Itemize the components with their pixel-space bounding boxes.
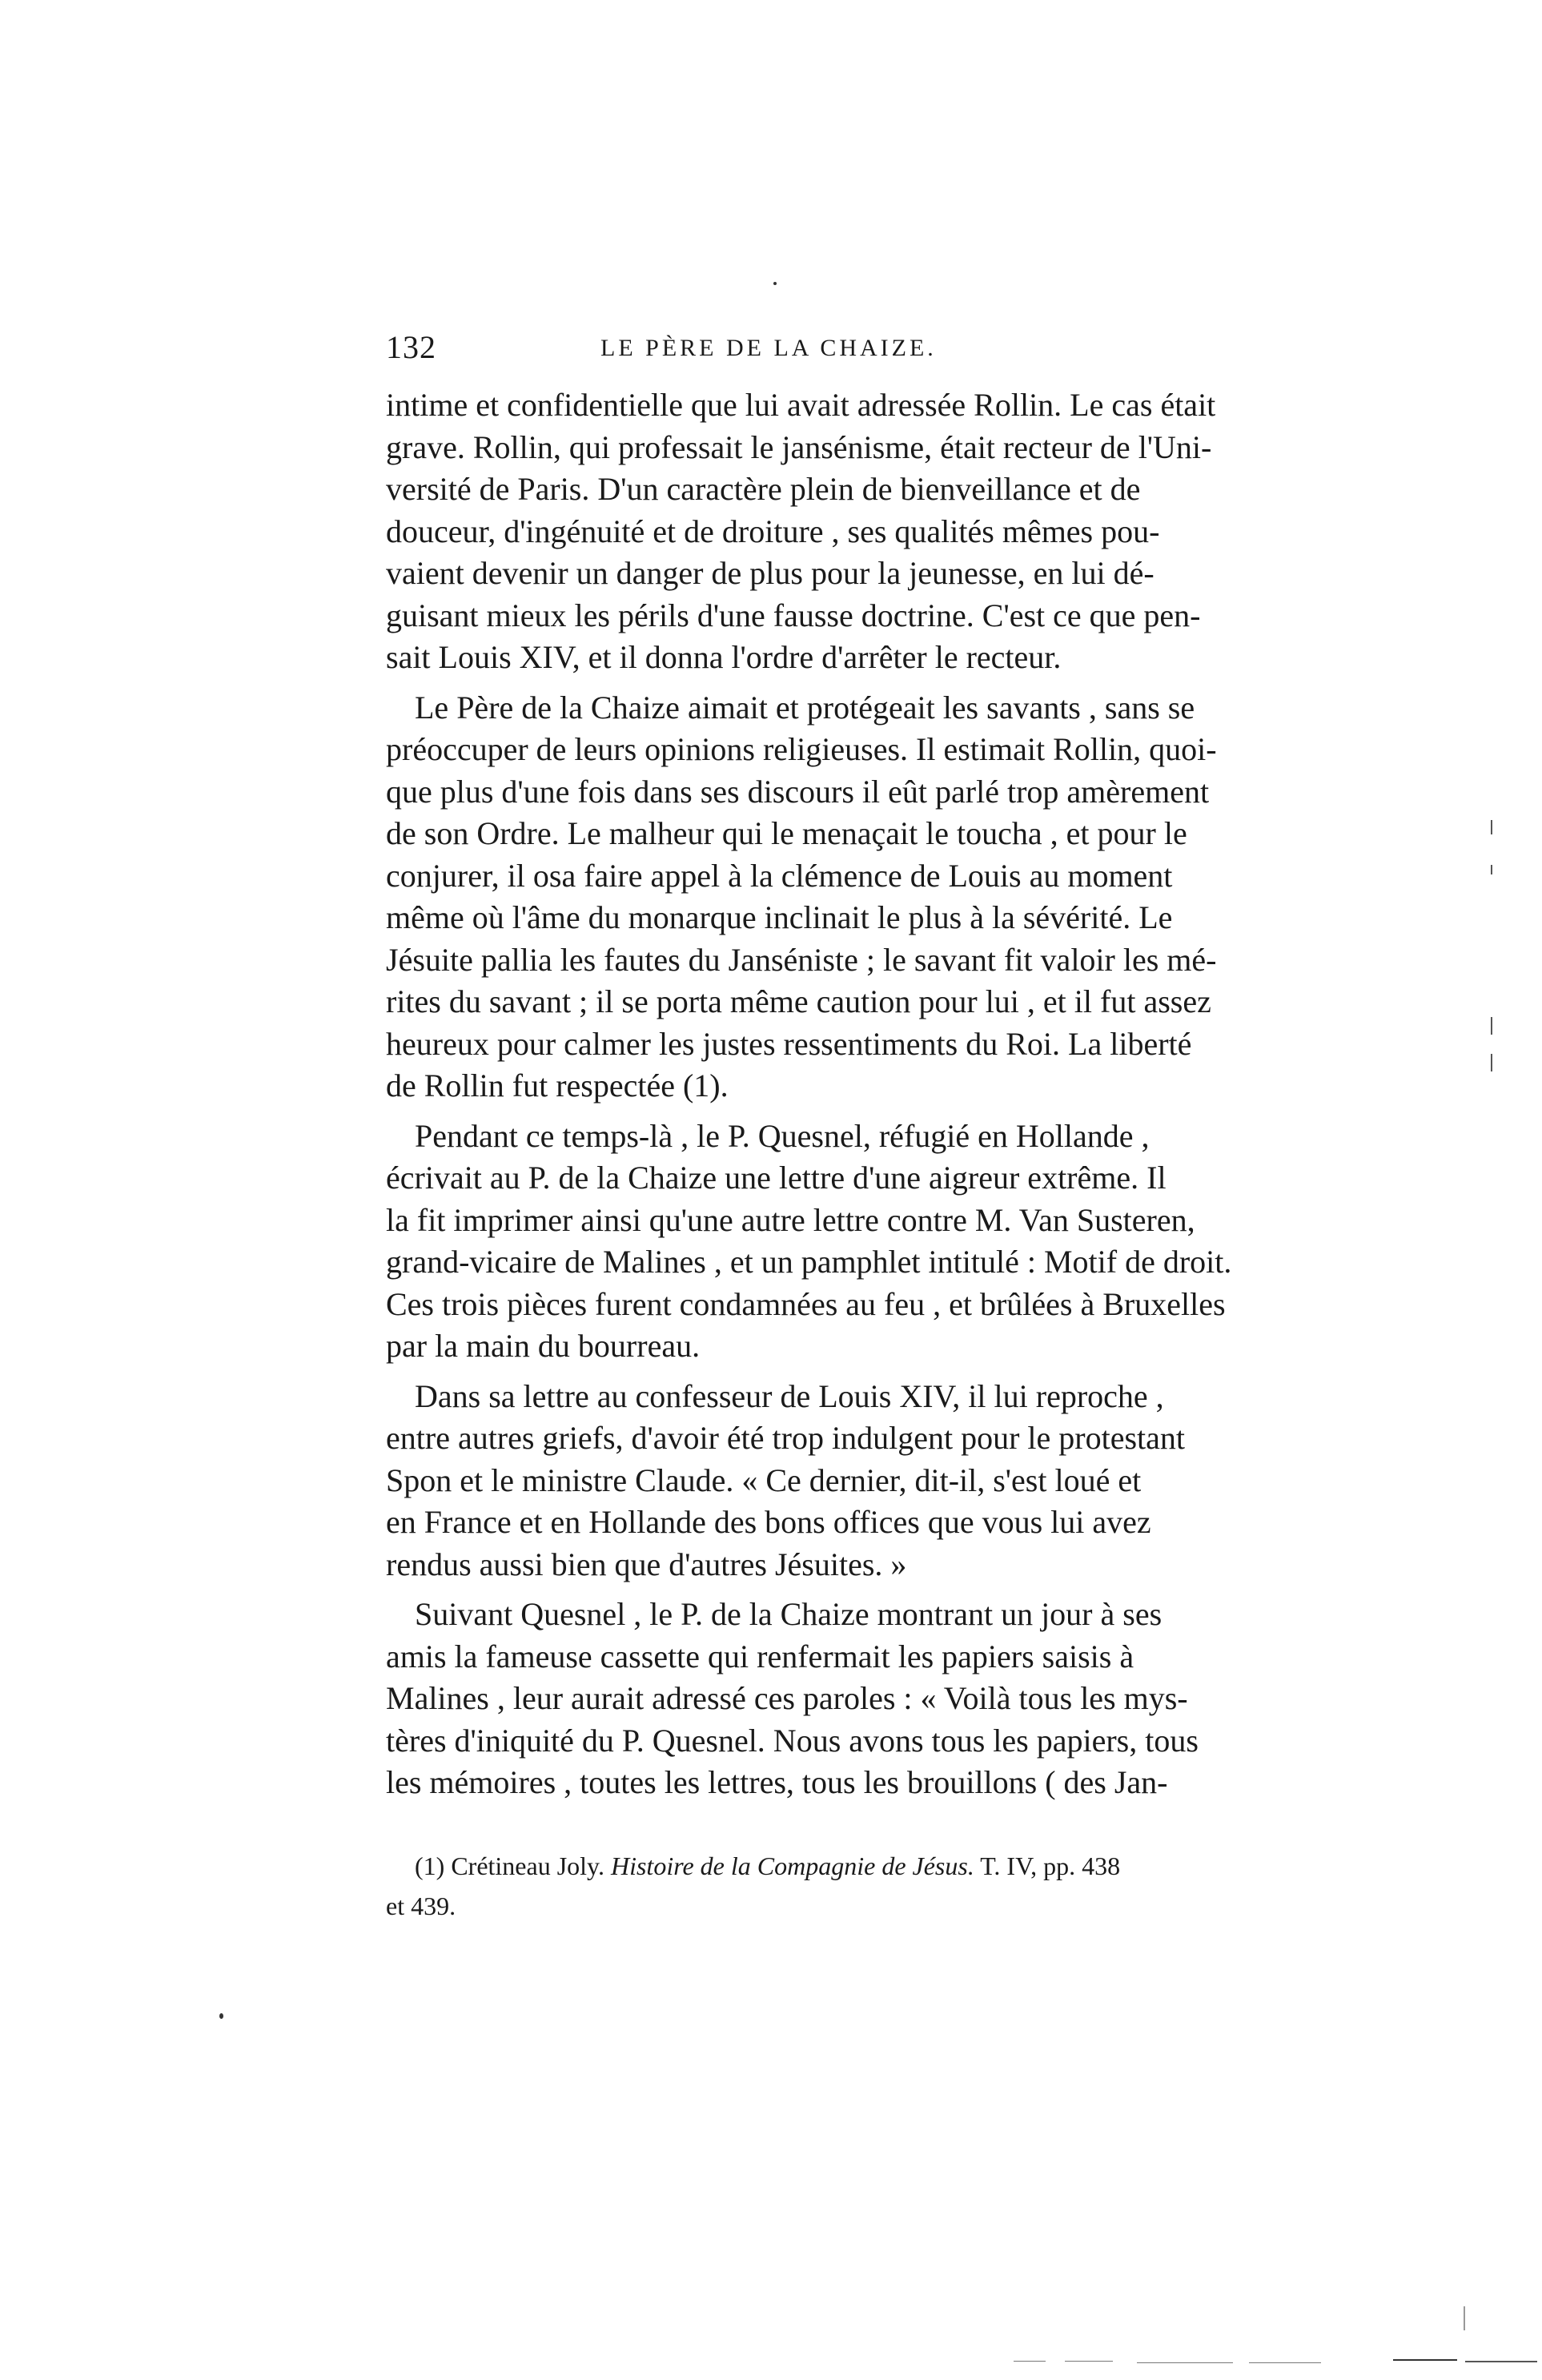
text-line: Malines , leur aurait adressé ces paroles : « Voilà tous les mys-: [386, 1680, 1188, 1716]
footnote: [386, 1846, 1238, 1926]
text-line: Ces trois pièces furent condamnées au feu , et brûlées à Bruxelles: [386, 1285, 1226, 1322]
body-text: [386, 384, 1238, 1804]
margin-mark: [1491, 820, 1492, 834]
text-line: versité de Paris. D'un caractère plein de bienveillance et de: [386, 471, 1141, 507]
paragraph-3: [386, 1116, 1238, 1368]
margin-mark: [1491, 1017, 1492, 1035]
text-line: les mémoires , toutes les lettres, tous les brouillons ( des Jan-: [386, 1764, 1168, 1800]
text-line: Le Père de la Chaize aimait et protégeait les savants , sans se: [415, 689, 1195, 726]
text-line: tères d'iniquité du P. Quesnel. Nous avons tous les papiers, tous: [386, 1722, 1199, 1759]
footnote-suffix: T. IV, pp. 438: [974, 1851, 1121, 1880]
text-line: guisant mieux les périls d'une fausse doctrine. C'est ce que pen-: [386, 597, 1201, 633]
text-line: douceur, d'ingénuité et de droiture , ses qualités mêmes pou-: [386, 513, 1160, 549]
margin-mark: [1491, 865, 1492, 874]
text-line: même où l'âme du monarque inclinait le plus à la sévérité. Le: [386, 899, 1173, 935]
paragraph-5: [386, 1594, 1238, 1804]
text-line: conjurer, il osa faire appel à la clémence de Louis au moment: [386, 857, 1173, 894]
paragraph-2: [386, 687, 1238, 1108]
margin-mark: [1464, 2306, 1465, 2330]
text-line: rites du savant ; il se porta même caution pour lui , et il fut assez: [386, 983, 1211, 1019]
running-title: LE PÈRE DE LA CHAIZE.: [600, 335, 937, 361]
scan-edge-line: [1065, 2361, 1113, 2362]
text-line: heureux pour calmer les justes ressentiments du Roi. La liberté: [386, 1025, 1192, 1062]
text-line: amis la fameuse cassette qui renfermait les papiers saisis à: [386, 1638, 1134, 1674]
scan-speck: [219, 2013, 223, 2019]
paragraph-4: [386, 1376, 1238, 1586]
book-page: [386, 328, 1238, 1926]
margin-mark: [1491, 1054, 1492, 1071]
text-line: la fit imprimer ainsi qu'une autre lettre contre M. Van Susteren,: [386, 1201, 1195, 1238]
paragraph-1: [386, 384, 1238, 679]
text-line: que plus d'une fois dans ses discours il eût parlé trop amèrement: [386, 773, 1210, 810]
text-line: Jésuite pallia les fautes du Janséniste ; le savant fit valoir les mé-: [386, 941, 1217, 978]
footnote-line-2: et 439.: [386, 1891, 456, 1920]
text-line: par la main du bourreau.: [386, 1328, 701, 1364]
text-line: rendus aussi bien que d'autres Jésuites. »: [386, 1546, 907, 1582]
scan-edge-line: [1465, 2361, 1537, 2362]
scan-edge-line: [1249, 2362, 1321, 2363]
text-line: Pendant ce temps-là , le P. Quesnel, réfugié en Hollande ,: [415, 1117, 1150, 1154]
text-line: entre autres griefs, d'avoir été trop indulgent pour le protestant: [386, 1420, 1185, 1456]
running-head: [386, 328, 1238, 384]
page-number: 132: [386, 329, 436, 365]
text-line: Suivant Quesnel , le P. de la Chaize montrant un jour à ses: [415, 1596, 1163, 1632]
text-line: préoccuper de leurs opinions religieuses. Il estimait Rollin, quoi-: [386, 731, 1217, 767]
text-line: Dans sa lettre au confesseur de Louis XIV, il lui reproche ,: [415, 1377, 1164, 1414]
text-line: grand-vicaire de Malines , et un pamphlet intitulé : Motif de droit.: [386, 1244, 1232, 1280]
text-line: vaient devenir un danger de plus pour la jeunesse, en lui dé-: [386, 555, 1154, 591]
text-line: de son Ordre. Le malheur qui le menaçait le toucha , et pour le: [386, 815, 1187, 851]
text-line: intime et confidentielle que lui avait adressée Rollin. Le cas était: [386, 387, 1216, 423]
text-line: écrivait au P. de la Chaize une lettre d'une aigreur extrême. Il: [386, 1160, 1167, 1196]
text-line: sait Louis XIV, et il donna l'ordre d'arrêter le recteur.: [386, 639, 1062, 675]
scan-speck: [773, 282, 777, 285]
text-line: en France et en Hollande des bons offices que vous lui avez: [386, 1504, 1151, 1540]
text-line: de Rollin fut respectée (1).: [386, 1067, 729, 1104]
scan-edge-line: [1137, 2362, 1233, 2363]
footnote-prefix: (1) Crétineau Joly.: [415, 1851, 611, 1880]
scan-edge-line: [1393, 2359, 1457, 2361]
text-line: Spon et le ministre Claude. « Ce dernier, dit-il, s'est loué et: [386, 1461, 1142, 1498]
scan-edge-line: [1014, 2361, 1046, 2362]
footnote-title: Histoire de la Compagnie de Jésus.: [610, 1851, 974, 1880]
text-line: grave. Rollin, qui professait le jansénisme, était recteur de l'Uni-: [386, 428, 1212, 465]
